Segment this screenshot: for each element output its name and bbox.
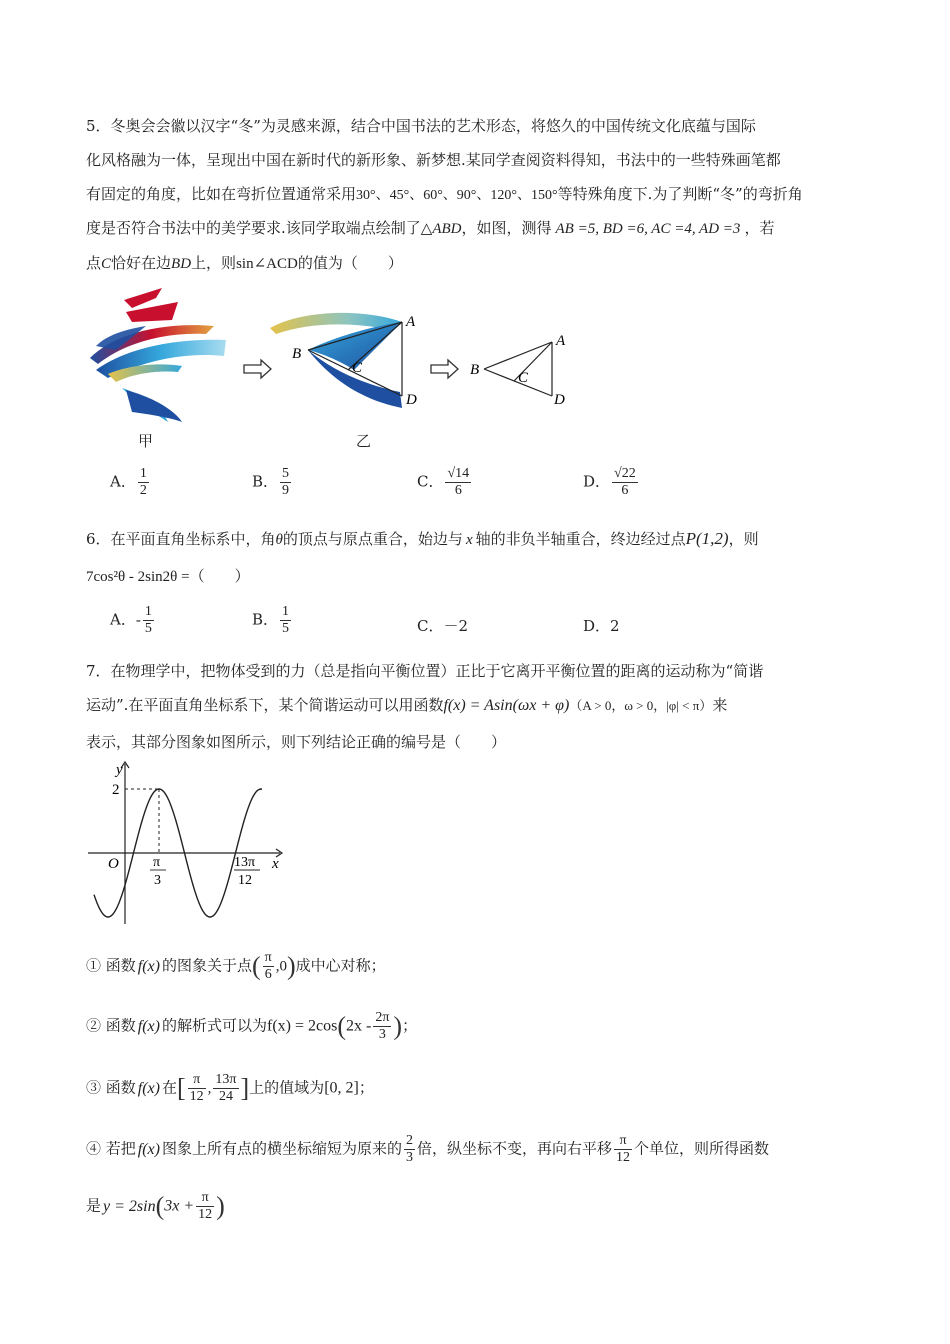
option-label: A． xyxy=(110,610,136,629)
s1-text-a: ① 函数 xyxy=(86,956,136,975)
s1-fx: f(x) xyxy=(137,957,160,975)
q7-text-b: 来 xyxy=(712,696,728,714)
fraction xyxy=(138,466,149,499)
frac-den: 12 xyxy=(189,1089,204,1104)
yi-label-b: B xyxy=(292,346,302,362)
q5-option-b[interactable] xyxy=(252,466,293,499)
yi-label-c: C xyxy=(352,360,363,376)
q6-text-d: ，则 xyxy=(728,530,759,548)
emblem-figure xyxy=(86,286,236,448)
option-label: D． xyxy=(583,472,611,491)
tri-label-a: A xyxy=(556,333,566,349)
s2-text-b: 的解析式可以为 xyxy=(161,1016,267,1035)
fraction xyxy=(612,466,638,499)
frac-num: 1 xyxy=(139,466,147,481)
q5-option-c[interactable] xyxy=(417,466,473,499)
q6-option-d[interactable] xyxy=(583,615,620,636)
q6-paren: （ ） xyxy=(189,567,250,585)
q6-text-c: 轴的非负半轴重合，终边经过点 xyxy=(475,530,686,548)
tri-label-b: B xyxy=(470,362,480,378)
s5-formula: y = 2sin xyxy=(103,1197,156,1215)
q7-statement-4 xyxy=(86,1133,769,1166)
option-label: B． xyxy=(252,610,279,629)
s3-text-c: 上的值域为 xyxy=(249,1078,325,1097)
frac-num: 2 xyxy=(406,1133,413,1148)
frac-den: 6 xyxy=(454,483,462,498)
label-twelve: 12 xyxy=(238,873,252,888)
q6-theta: θ xyxy=(275,532,283,548)
frac-num: 1 xyxy=(144,604,152,619)
paren-open: ( xyxy=(337,1011,347,1041)
s1-text-b: 的图象关于点 xyxy=(161,956,252,975)
q7-statement-2 xyxy=(86,1010,417,1043)
s1-point-rest: ,0 xyxy=(275,958,287,975)
s4-fx: f(x) xyxy=(137,1140,160,1158)
label-jia: 甲 xyxy=(138,432,154,450)
q5-triangle: ABD xyxy=(432,221,462,237)
fraction xyxy=(373,1010,391,1043)
s2-inner: 2x - xyxy=(346,1017,372,1035)
q5-sin-expr: sin∠ACD xyxy=(236,256,298,272)
q5-point-c: C xyxy=(101,256,112,272)
q6-expression: 7cos²θ - 2sin2θ = xyxy=(86,569,190,585)
s3-text-a: ③ 函数 xyxy=(86,1078,136,1097)
q6-option-b[interactable] xyxy=(252,604,293,637)
label-13pi: 13π xyxy=(234,855,256,870)
q5-line3-text-b: 等特殊角度下.为了判断“冬”的弯折角 xyxy=(557,185,803,203)
q6-option-a[interactable] xyxy=(110,604,156,637)
fraction xyxy=(143,604,154,637)
tri-line-ba xyxy=(484,342,552,369)
s2-text-c: ； xyxy=(402,1016,418,1035)
frac-num: π xyxy=(196,1190,214,1207)
frac-num: √22 xyxy=(614,466,636,481)
q5-line5-text-c: 上，则 xyxy=(191,254,237,272)
label-x: x xyxy=(272,856,279,872)
option-label: A． xyxy=(110,472,136,491)
s4-text-d: 个单位，则所得函数 xyxy=(634,1139,770,1158)
fraction xyxy=(445,466,471,499)
q5-line2: 化风格融为一体，呈现出中国在新时代的新形象、新梦想.某同学查阅资料得知，书法中的一些特殊画笔都 xyxy=(86,151,781,169)
q7-statement-4-cont xyxy=(86,1190,225,1223)
frac-den: 9 xyxy=(282,483,290,498)
q5-line5-text: 点 xyxy=(86,254,102,272)
paren-open: ( xyxy=(252,951,261,981)
q7-function: f(x) = Asin(ωx + φ) xyxy=(443,697,570,714)
q5-line4-text-b: ，如图，测得 xyxy=(461,219,552,237)
label-three: 3 xyxy=(154,873,161,888)
q7-line1: 7．在物理学中，把物体受到的力（总是指向平衡位置）正比于它离开平衡位置的距离的运动称为“简谐 xyxy=(86,662,764,680)
q5-angles: 30°、45°、60°、90°、120°、150° xyxy=(356,188,558,203)
q5-line3-text: 有固定的角度，比如在弯折位置通常采用 xyxy=(86,185,357,203)
bracket-close: ] xyxy=(240,1073,250,1103)
emblem-red-stroke xyxy=(124,288,162,308)
q5-line5-text-b: 恰好在边 xyxy=(111,254,172,272)
q7-conditions: （A > 0，ω > 0，|φ| < π） xyxy=(569,698,713,713)
q6-option-c[interactable] xyxy=(417,615,468,636)
sine-graph xyxy=(86,758,286,926)
option-label: D． xyxy=(583,617,611,635)
option-label: C． xyxy=(417,472,444,491)
s3-range: [0, 2] xyxy=(324,1079,359,1097)
label-yi: 乙 xyxy=(356,432,372,450)
triangle-figure xyxy=(466,328,576,410)
option-value: －2 xyxy=(443,617,469,635)
q5-line1: 5．冬奥会会徽以汉字“冬”为灵感来源，结合中国书法的艺术形态，将悠久的中国传统文化底蕴与国际 xyxy=(86,117,756,135)
label-ymax: 2 xyxy=(112,782,120,798)
paren-open: ( xyxy=(155,1191,165,1221)
fraction xyxy=(263,950,274,983)
q6-text-b: 的顶点与原点重合，始边与 xyxy=(282,530,463,548)
s5-inner: 3x + xyxy=(164,1197,195,1215)
q7-statement-1 xyxy=(86,950,386,983)
frac-den: 5 xyxy=(144,621,152,636)
frac-den: 3 xyxy=(406,1150,413,1165)
q5-line4 xyxy=(86,217,774,240)
frac-den: 6 xyxy=(621,483,629,498)
q6-point: P(1,2) xyxy=(685,529,729,548)
frac-den: 12 xyxy=(198,1207,213,1222)
frac-num: π xyxy=(188,1072,206,1089)
yi-label-a: A xyxy=(406,314,416,330)
frac-den: 2 xyxy=(139,483,147,498)
s3-text-b: 在 xyxy=(161,1078,177,1097)
arrow-right-icon-2 xyxy=(430,358,460,380)
fraction xyxy=(614,1133,632,1166)
q7-text-a: 运动”.在平面直角坐标系下，某个简谐运动可以用函数 xyxy=(86,696,444,714)
paren-close: ) xyxy=(216,1191,225,1221)
frac-den: 24 xyxy=(218,1089,233,1104)
bracket-open: [ xyxy=(177,1073,186,1103)
q7-statement-3 xyxy=(86,1072,374,1105)
s2-formula: f(x) = 2cos xyxy=(267,1017,338,1035)
q5-option-d[interactable] xyxy=(583,466,640,499)
s4-text-c: 倍，纵坐标不变，再向右平移 xyxy=(417,1139,613,1158)
q6-line1 xyxy=(86,528,759,551)
tri-label-c: C xyxy=(518,370,529,386)
label-pi: π xyxy=(153,855,161,870)
fraction xyxy=(213,1072,238,1105)
fraction xyxy=(188,1072,206,1105)
neg-sign: - xyxy=(135,612,141,629)
s4-text-a: ④ 若把 xyxy=(86,1139,136,1158)
frac-num: 13π xyxy=(215,1072,237,1087)
q5-line4-text-c: ，若 xyxy=(744,219,775,237)
q7-line2 xyxy=(86,694,727,717)
q5-measurements: AB =5, BD =6, AC =4, AD =3 xyxy=(555,221,741,237)
frac-num: 1 xyxy=(282,604,290,619)
s5-text-a: 是 xyxy=(86,1196,102,1215)
q5-line4-text: 度是否符合书法中的美学要求.该同学取端点绘制了△ xyxy=(86,219,433,237)
s2-text-a: ② 函数 xyxy=(86,1016,136,1035)
frac-num: 5 xyxy=(282,466,290,481)
paren-close: ) xyxy=(393,1011,403,1041)
q6-x: x xyxy=(465,532,473,548)
fraction xyxy=(280,466,291,499)
q5-line5-text-d: 的值为（ ） xyxy=(297,254,403,272)
yi-label-d: D xyxy=(406,392,417,408)
fraction xyxy=(404,1133,415,1166)
figure-yi xyxy=(262,300,432,450)
q5-line3 xyxy=(86,183,803,207)
q6-line2 xyxy=(86,565,250,588)
frac-den: 5 xyxy=(282,621,290,636)
option-value: 2 xyxy=(610,617,620,635)
emblem-navy-stroke xyxy=(126,390,182,422)
option-label: B． xyxy=(252,472,279,491)
paren-close: ) xyxy=(287,951,296,981)
q5-line5 xyxy=(86,252,403,275)
frac-den: 6 xyxy=(264,967,272,982)
option-label: C． xyxy=(417,617,444,635)
frac-num: π xyxy=(264,950,272,965)
q6-text-a: 6．在平面直角坐标系中，角 xyxy=(86,530,276,548)
frac-num: 2π xyxy=(375,1010,390,1025)
frac-den: 12 xyxy=(616,1150,631,1165)
fraction xyxy=(196,1190,214,1223)
s4-text-b: 图象上所有点的横坐标缩短为原来的 xyxy=(161,1139,402,1158)
tri-label-d: D xyxy=(554,392,565,408)
fraction xyxy=(280,604,291,637)
label-y: y xyxy=(116,762,123,778)
frac-num: √14 xyxy=(447,466,470,481)
q5-segment-bd: BD xyxy=(171,256,192,272)
frac-num: π xyxy=(614,1133,632,1150)
q5-option-a[interactable] xyxy=(110,466,151,499)
q7-line3: 表示，其部分图象如图所示，则下列结论正确的编号是（ ） xyxy=(86,733,507,751)
s3-fx: f(x) xyxy=(137,1079,160,1097)
s2-fx: f(x) xyxy=(137,1017,160,1035)
s3-text-d: ； xyxy=(358,1078,374,1097)
comma: , xyxy=(207,1080,212,1097)
s1-text-c: 成中心对称； xyxy=(295,956,386,975)
frac-den: 3 xyxy=(378,1027,386,1042)
label-origin: O xyxy=(108,856,119,872)
